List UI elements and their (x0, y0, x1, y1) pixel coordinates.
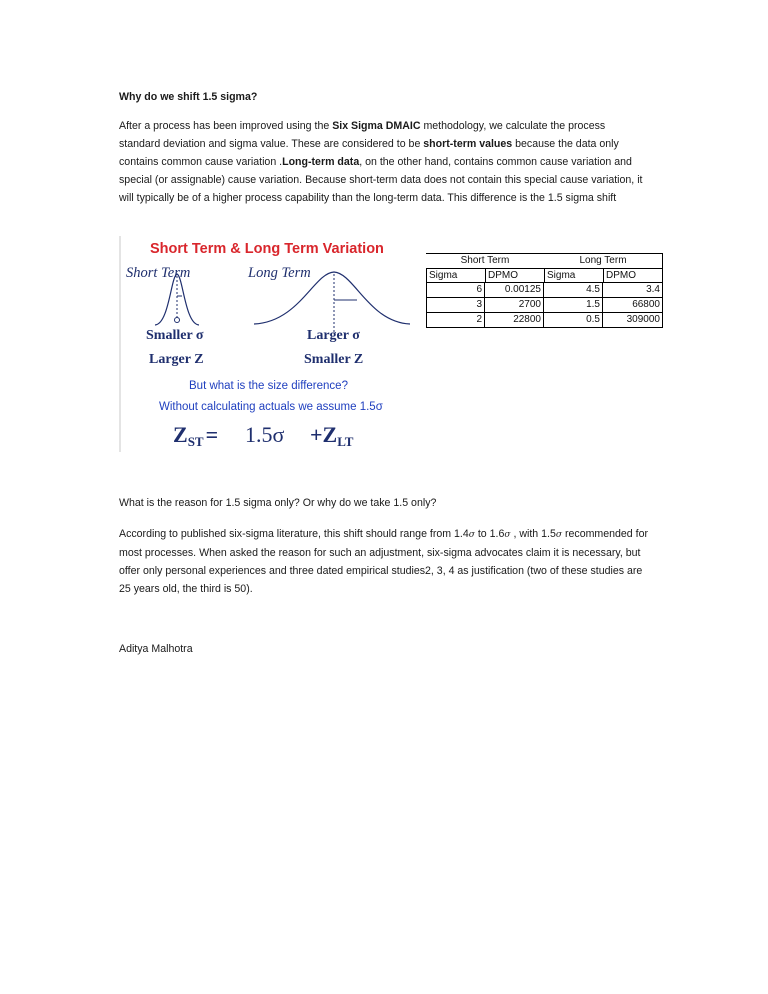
figure-title: Short Term & Long Term Variation (150, 241, 384, 257)
intro-bold-long-term: Long-term data (282, 156, 360, 168)
literature-text-3: , with 1.5 (510, 528, 556, 540)
table-cell: 3 (426, 298, 485, 313)
sigma-symbol: σ (504, 530, 511, 540)
col-header-dpmo-short: DPMO (485, 268, 544, 283)
intro-text-2: methodology, we calculate the process standard deviation and sigma value. These are considered to be (119, 120, 606, 150)
short-term-header: Short Term (426, 253, 544, 268)
assumption-text: Without calculating actuals we assume 1.5σ (159, 401, 383, 413)
long-term-header: Long Term (544, 253, 663, 268)
table-cell: 66800 (603, 298, 663, 313)
intro-paragraph (119, 117, 649, 207)
sigma-symbol: σ (468, 530, 475, 540)
size-difference-question: But what is the size difference? (189, 380, 348, 392)
table-cell: 4.5 (544, 283, 603, 298)
literature-text-1: According to published six-sigma literature, this shift should range from 1.4 (119, 528, 469, 540)
table-cell: 22800 (485, 313, 544, 328)
table-cell: 309000 (603, 313, 663, 328)
variation-figure (119, 236, 419, 454)
intro-text-4: , on the other hand, contains common cause variation and special (or assignable) cause variation. Because short-term data does not contain this special cause variation, it will typically be of a higher process capability than the long-term data. This difference is the 1.5 sigma shift (119, 156, 643, 204)
col-header-dpmo-long: DPMO (603, 268, 663, 283)
author-name: Aditya Malhotra (119, 643, 193, 655)
smaller-z-label: Smaller Z (304, 352, 364, 367)
shift-equation: ZST= 1.5σ +ZLT (173, 422, 354, 449)
literature-text-4: recommended for most processes. When asked the reason for such an adjustment, six-sigma advocates claim it is necessary, but offer only personal experiences and three dated empirical studies2, 3, 4 as justification (two of these studies are 25 years old, the third is 50). (119, 528, 648, 595)
intro-text-3: because the data only contains common cause variation . (119, 138, 619, 168)
reason-question: What is the reason for 1.5 sigma only? Or why do we take 1.5 only? (119, 497, 437, 509)
col-header-sigma-short: Sigma (426, 268, 485, 283)
literature-paragraph (119, 525, 649, 598)
page-heading: Why do we shift 1.5 sigma? (119, 91, 258, 103)
table-cell: 2700 (485, 298, 544, 313)
short-term-target-marker (175, 318, 180, 323)
smaller-sigma-label: Smaller σ (146, 328, 204, 343)
larger-sigma-label: Larger σ (307, 328, 360, 343)
long-term-label: Long Term (248, 265, 311, 281)
col-header-sigma-long: Sigma (544, 268, 603, 283)
variation-diagram (119, 236, 419, 454)
table-cell: 2 (426, 313, 485, 328)
intro-text-1: After a process has been improved using the (119, 120, 333, 132)
table-cell: 3.4 (603, 283, 663, 298)
larger-z-label: Larger Z (149, 352, 204, 367)
sigma-symbol: σ (555, 530, 563, 540)
table-cell: 6 (426, 283, 485, 298)
table-cell: 1.5 (544, 298, 603, 313)
intro-bold-dmaic: Six Sigma DMAIC (332, 120, 421, 132)
intro-bold-short-term: short-term values (423, 138, 513, 150)
literature-text-2: to 1.6 (474, 528, 505, 540)
sigma-dpmo-table (426, 253, 663, 328)
short-term-label: Short Term (126, 265, 191, 281)
table-cell: 0.00125 (485, 283, 544, 298)
table-cell: 0.5 (544, 313, 603, 328)
